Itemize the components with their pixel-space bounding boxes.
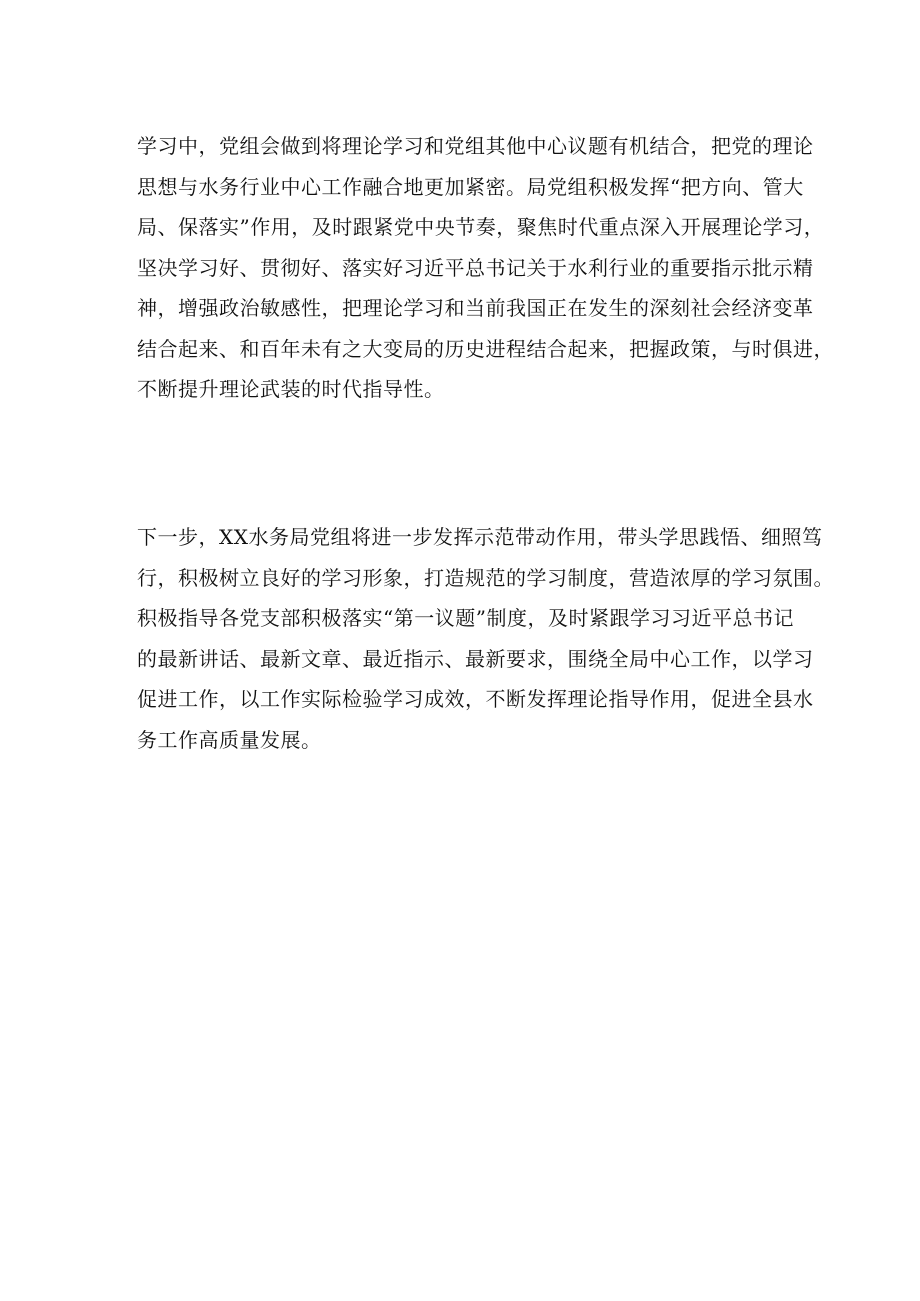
paragraph-line: 神，增强政治敏感性，把理论学习和当前我国正在发生的深刻社会经济变革: [137, 296, 814, 320]
paragraph-line: 思想与水务行业中心工作融合地更加紧密。局党组积极发挥“把方向、管大: [137, 174, 804, 199]
paragraph-line: 不断提升理论武装的时代指导性。: [137, 377, 445, 401]
paragraph-line: 下一步，XX水务局党组将进一步发挥示范带动作用，带头学思践悟、细照笃: [137, 525, 823, 549]
paragraph-line: 坚决学习好、贯彻好、落实好习近平总书记关于水利行业的重要指示批示精: [137, 255, 814, 280]
paragraph-2: [137, 517, 834, 760]
paragraph-line: 行，积极树立良好的学习形象，打造规范的学习制度，营造浓厚的学习氛围。: [137, 565, 834, 590]
paragraph-line: 局、保落实”作用，及时跟紧党中央节奏，聚焦时代重点深入开展理论学习，: [137, 215, 825, 239]
paragraph-line: 的最新讲话、最新文章、最近指示、最新要求，围绕全局中心工作，以学习: [137, 646, 814, 671]
paragraph-line: 学习中，党组会做到将理论学习和党组其他中心议题有机结合，把党的理论: [137, 134, 814, 158]
paragraph-1: [137, 126, 834, 410]
paragraph-line: 积极指导各党支部积极落实“第一议题”制度，及时紧跟学习习近平总书记: [137, 606, 794, 630]
paragraph-line: 促进工作，以工作实际检验学习成效，不断发挥理论指导作用，促进全县水: [137, 687, 814, 711]
paragraph-line: 结合起来、和百年未有之大变局的历史进程结合起来，把握政策，与时俱进，: [137, 336, 834, 361]
paragraph-line: 务工作高质量发展。: [137, 727, 322, 752]
